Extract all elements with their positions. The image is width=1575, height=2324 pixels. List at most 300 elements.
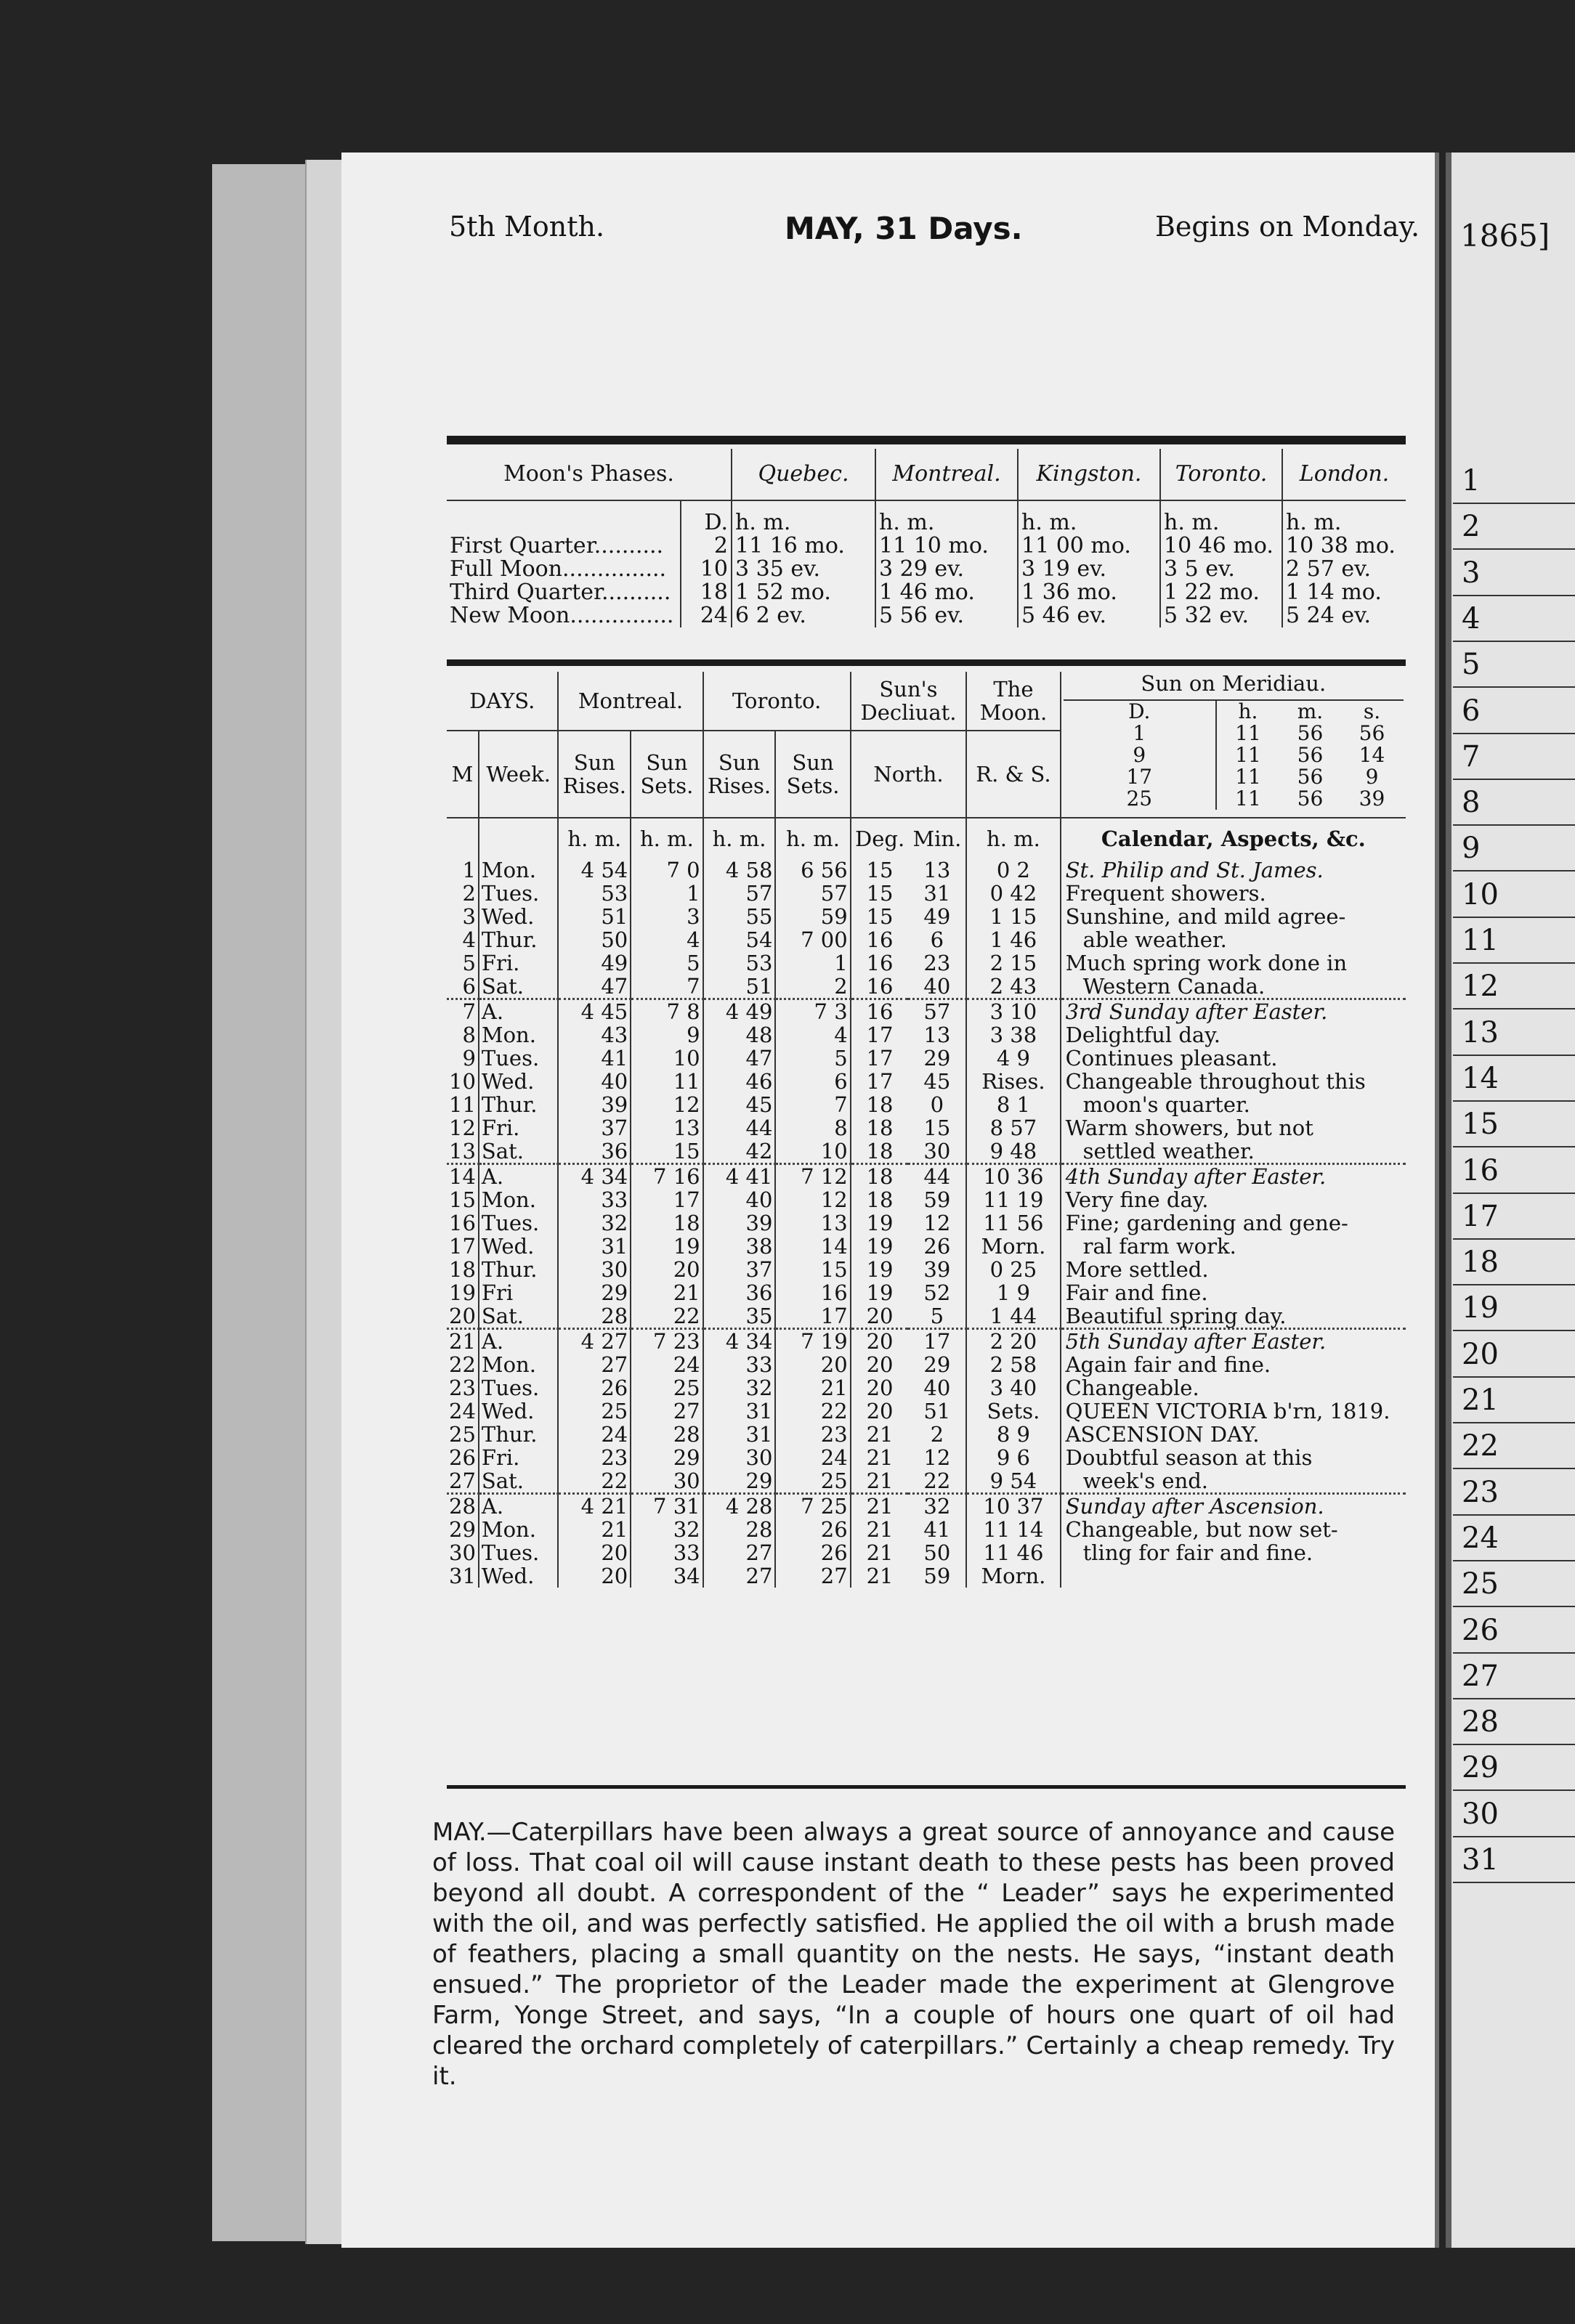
day-unit: D.: [681, 500, 732, 535]
day-number: 23: [449, 1376, 476, 1400]
montreal-sunset: 9: [631, 1023, 703, 1047]
montreal-sunset: 3: [631, 905, 703, 928]
calendar-note: Sunshine, and mild agree-: [1061, 905, 1406, 928]
hm-unit: h. m.: [875, 500, 1018, 535]
toronto-sunset: 57: [775, 882, 850, 905]
montreal-sunset: 27: [631, 1399, 703, 1423]
toronto-sunrise: 51: [703, 975, 776, 999]
montreal-sunrise: 37: [558, 1116, 631, 1139]
montreal-sunset: 1: [631, 882, 703, 905]
calendar-note: 3rd Sunday after Easter.: [1061, 999, 1406, 1024]
day-row: [447, 1188, 1406, 1211]
moon-rise-set: Sets.: [966, 1399, 1060, 1423]
phase-time: 11 16 mo.: [732, 535, 875, 558]
city-kingston: Kingston.: [1018, 449, 1160, 500]
weekday: Mon.: [479, 1023, 559, 1047]
day-number: 1: [462, 858, 476, 882]
calendar-note: ASCENSION DAY.: [1061, 1423, 1406, 1446]
montreal-sunrise: 4 21: [558, 1494, 631, 1519]
next-page-day-number: 15: [1453, 1101, 1575, 1147]
day-row: [447, 1235, 1406, 1258]
calendar-note: Warm showers, but not: [1061, 1116, 1406, 1139]
day-row: [447, 1116, 1406, 1139]
calendar-note: [1061, 1564, 1406, 1588]
toronto-sunrise: 28: [703, 1518, 776, 1541]
phase-time: 3 29 ev.: [875, 558, 1018, 581]
calendar-note: Very fine day.: [1061, 1188, 1406, 1211]
montreal-sunset: 28: [631, 1423, 703, 1446]
page-title: MAY, 31 Days.: [785, 211, 1023, 246]
toronto-sunrise: 35: [703, 1304, 776, 1329]
montreal-sunrise: 32: [558, 1211, 631, 1235]
day-row: [447, 975, 1406, 999]
moon-header: The Moon.: [966, 672, 1060, 731]
montreal-sunset: 20: [631, 1258, 703, 1281]
toronto-sunset: 7: [775, 1093, 850, 1116]
montreal-sunset: 29: [631, 1446, 703, 1469]
weekday: Wed.: [479, 1070, 559, 1093]
montreal-sunrise: 20: [558, 1541, 631, 1564]
calendar-note: Doubtful season at this: [1061, 1446, 1406, 1469]
day-number: 25: [449, 1422, 476, 1447]
montreal-sunrise: 51: [558, 905, 631, 928]
days-header: DAYS.: [469, 688, 535, 713]
montreal-sunset: 34: [631, 1564, 703, 1588]
next-page-day-number: 7: [1453, 734, 1575, 780]
day-row: [447, 1093, 1406, 1116]
declination-minutes: 0: [930, 1092, 944, 1117]
next-page-day-number: 20: [1453, 1331, 1575, 1378]
declination-minutes: 29: [923, 1352, 951, 1377]
weekday: Tues.: [479, 882, 559, 905]
toronto-sunset: 27: [775, 1564, 850, 1588]
next-page-day-number: 4: [1453, 596, 1575, 642]
weekday: Thur.: [479, 928, 559, 951]
toronto-sunset: 6 56: [775, 858, 850, 882]
day-number: 12: [449, 1116, 476, 1140]
weekday: Thur.: [479, 1093, 559, 1116]
day-row: [447, 999, 1406, 1024]
montreal-sunset: 30: [631, 1469, 703, 1494]
phase-time: 2 57 ev.: [1282, 558, 1406, 581]
toronto-sunrise: 30: [703, 1446, 776, 1469]
weekday: Thur.: [479, 1258, 559, 1281]
moon-rise-set: 11 46: [966, 1541, 1060, 1564]
toronto-sunrise: 44: [703, 1116, 776, 1139]
day-row: [447, 1423, 1406, 1446]
meridian-block: [1061, 672, 1406, 818]
toronto-sunset: 5: [775, 1047, 850, 1070]
next-page-day-number: 22: [1453, 1423, 1575, 1469]
calendar-note: QUEEN VICTORIA b'rn, 1819.: [1061, 1399, 1406, 1423]
day-row: [447, 1446, 1406, 1469]
calendar-note: week's end.: [1061, 1469, 1406, 1494]
phase-time: 11 10 mo.: [875, 535, 1018, 558]
moon-rise-set: 4 9: [966, 1047, 1060, 1070]
calendar-note: St. Philip and St. James.: [1061, 858, 1406, 882]
declination-minutes: 6: [930, 927, 944, 952]
calendar-note: moon's quarter.: [1061, 1093, 1406, 1116]
day-number: 13: [449, 1139, 476, 1163]
moon-rise-set: 1 15: [966, 905, 1060, 928]
day-number: 11: [449, 1092, 476, 1117]
day-row: [447, 928, 1406, 951]
hm-unit: h. m.: [1282, 500, 1406, 535]
next-page-day-number: 11: [1453, 917, 1575, 964]
day-number: 6: [462, 974, 476, 999]
declination-minutes: 41: [923, 1517, 951, 1542]
moon-rise-set: 8 1: [966, 1093, 1060, 1116]
day-row: [447, 1376, 1406, 1399]
declination-degrees: 21: [851, 1469, 909, 1494]
calendar-note: Western Canada.: [1061, 975, 1406, 999]
next-page-day-number: 14: [1453, 1055, 1575, 1102]
declination-degrees: 21: [851, 1446, 909, 1469]
montreal-sunset: 7 0: [631, 858, 703, 882]
day-row: [447, 1281, 1406, 1304]
montreal-sunrise: 30: [558, 1258, 631, 1281]
weekday: Mon.: [479, 1353, 559, 1376]
moon-phases-table: [447, 449, 1406, 627]
declination-minutes: 13: [923, 858, 951, 882]
toronto-sunrise: 4 28: [703, 1494, 776, 1519]
city-london: London.: [1282, 449, 1406, 500]
meridian-day: 9: [1133, 743, 1146, 767]
meridian-table: [1064, 701, 1404, 810]
declination-minutes: 51: [923, 1399, 951, 1423]
day-row: [447, 1353, 1406, 1376]
montreal-sunrise: 22: [558, 1469, 631, 1494]
moon-phase-row: [447, 581, 1406, 604]
declination-degrees: 21: [851, 1518, 909, 1541]
declination-minutes: 57: [908, 999, 966, 1024]
calendar-note: Again fair and fine.: [1061, 1353, 1406, 1376]
weekday: A.: [479, 1164, 559, 1189]
toronto-sunrise: 4 34: [703, 1329, 776, 1354]
toronto-sunset: 7 19: [775, 1329, 850, 1354]
north-header: North.: [851, 731, 967, 818]
meridian-day: 1: [1133, 721, 1146, 745]
montreal-sunset: 7 16: [631, 1164, 703, 1189]
calendar-note: Fair and fine.: [1061, 1281, 1406, 1304]
phase-time: 5 46 ev.: [1018, 604, 1160, 627]
moon-rise-set: 1 46: [966, 928, 1060, 951]
begins-on-label: Begins on Monday.: [1155, 211, 1420, 243]
declination-minutes: 31: [923, 881, 951, 906]
next-page-day-number: 21: [1453, 1377, 1575, 1423]
deg-label: Deg.: [851, 818, 909, 858]
declination-minutes: 49: [923, 904, 951, 929]
min-label: Min.: [908, 818, 966, 858]
meridian-unit: h.: [1216, 701, 1279, 723]
phase-time: 1 14 mo.: [1282, 581, 1406, 604]
declination-minutes: 15: [923, 1116, 951, 1140]
city-montreal: Montreal.: [875, 449, 1018, 500]
montreal-sunrise: 4 34: [558, 1164, 631, 1189]
daily-calendar-table: [447, 672, 1406, 1588]
declination-degrees: 21: [851, 1494, 909, 1519]
toronto-sunrise: 37: [703, 1258, 776, 1281]
toronto-sunrise: 47: [703, 1047, 776, 1070]
day-number: 4: [462, 927, 476, 952]
declination-degrees: 15: [851, 858, 909, 882]
montreal-sunset: 17: [631, 1188, 703, 1211]
toronto-sunset: 10: [775, 1139, 850, 1164]
declination-degrees: 15: [851, 882, 909, 905]
toronto-sunrise: 4 41: [703, 1164, 776, 1189]
moon-phase-row: [447, 558, 1406, 581]
next-page-day-number: 31: [1453, 1837, 1575, 1883]
declination-minutes: 39: [923, 1257, 951, 1282]
declination-degrees: 18: [851, 1093, 909, 1116]
montreal-sunset: 24: [631, 1353, 703, 1376]
day-number: 30: [449, 1540, 476, 1565]
caterpillar-note: MAY.—Caterpillars have been always a great source of annoyance and cause of loss. That coal oil will cause instant death to these pests has been proved beyond all doubt. A correspondent of the “ Leader” says he experimented with the oil, and was perfectly satisfied. He applied the oil with a brush made of feathers, placing a small quantity on the nests. He says, “instant death ensued.” The proprietor of the Leader made the experiment at Glengrove Farm, Yonge Street, and says, “In a couple of hours one quart of oil had cleared the orchard completely of caterpillars.” Certainly a cheap remedy. Try it.: [432, 1818, 1395, 2091]
montreal-sunset: 33: [631, 1541, 703, 1564]
declination-degrees: 18: [851, 1164, 909, 1189]
day-row: [447, 905, 1406, 928]
phase-time: 1 36 mo.: [1018, 581, 1160, 604]
declination-degrees: 19: [851, 1281, 909, 1304]
top-rule: [447, 436, 1406, 444]
toronto-sunset: 8: [775, 1116, 850, 1139]
weekday: A.: [479, 1494, 559, 1519]
toronto-sunrise: 36: [703, 1281, 776, 1304]
bottom-rule: [447, 1785, 1406, 1789]
montreal-sunrise: 4 27: [558, 1329, 631, 1354]
day-row: [447, 1139, 1406, 1164]
montreal-sunset: 21: [631, 1281, 703, 1304]
phase-time: 3 19 ev.: [1018, 558, 1160, 581]
toronto-sunrise: 57: [703, 882, 776, 905]
montreal-sunset: 5: [631, 951, 703, 975]
weekday: Mon.: [479, 1518, 559, 1541]
moon-rise-set: 1 9: [966, 1281, 1060, 1304]
declination-minutes: 22: [923, 1468, 951, 1493]
montreal-sunrise: 41: [558, 1047, 631, 1070]
toronto-sunrise: 39: [703, 1211, 776, 1235]
day-number: 14: [447, 1164, 479, 1189]
montreal-sunset: 19: [631, 1235, 703, 1258]
calendar-note: Beautiful spring day.: [1061, 1304, 1406, 1329]
phase-time: 3 5 ev.: [1160, 558, 1282, 581]
toronto-sunrise: 31: [703, 1423, 776, 1446]
montreal-sunrise: 4 45: [558, 999, 631, 1024]
hm-unit: h. m.: [732, 500, 875, 535]
city-quebec: Quebec.: [732, 449, 875, 500]
day-number: 24: [449, 1399, 476, 1423]
moon-rise-set: 0 2: [966, 858, 1060, 882]
montreal-sunrise: 50: [558, 928, 631, 951]
day-row: [447, 1304, 1406, 1329]
declination-minutes: 40: [923, 1376, 951, 1400]
toronto-sunset: 6: [775, 1070, 850, 1093]
day-number: 16: [449, 1211, 476, 1235]
next-page-day-number: 13: [1453, 1009, 1575, 1056]
montreal-sunset: 25: [631, 1376, 703, 1399]
calendar-header: Calendar, Aspects, &c.: [1061, 818, 1406, 858]
meridian-m: 56: [1297, 765, 1324, 789]
weekday: A.: [479, 999, 559, 1024]
toronto-sunset: 20: [775, 1353, 850, 1376]
toronto-sunset: 7 3: [775, 999, 850, 1024]
declination-degrees: 19: [851, 1235, 909, 1258]
next-page-day-number: 28: [1453, 1699, 1575, 1745]
phase-day: 2: [681, 535, 732, 558]
moon-phase-row: [447, 535, 1406, 558]
moon-rise-set: 9 48: [966, 1139, 1060, 1164]
next-page-year: 1865]: [1460, 218, 1550, 253]
toronto-sunset: 14: [775, 1235, 850, 1258]
declination-minutes: 17: [908, 1329, 966, 1354]
day-number: 15: [449, 1187, 476, 1212]
day-row: [447, 1518, 1406, 1541]
calendar-note: settled weather.: [1061, 1139, 1406, 1164]
declination-degrees: 16: [851, 951, 909, 975]
weekday: Fri.: [479, 1116, 559, 1139]
declination-degrees: 21: [851, 1541, 909, 1564]
day-row: [447, 1399, 1406, 1423]
montreal-sunrise: 23: [558, 1446, 631, 1469]
day-number: 29: [449, 1517, 476, 1542]
moon-rise-set: 11 19: [966, 1188, 1060, 1211]
moon-hm-label: h. m.: [966, 818, 1060, 858]
moon-phases-header: Moon's Phases.: [447, 449, 732, 500]
day-row: [447, 1211, 1406, 1235]
phase-day: 10: [681, 558, 732, 581]
moon-rise-set: 2 43: [966, 975, 1060, 999]
meridian-day: 17: [1126, 765, 1153, 789]
day-number: 18: [449, 1257, 476, 1282]
phase-day: 18: [681, 581, 732, 604]
day-row: [447, 1329, 1406, 1354]
moon-rise-set: Morn.: [966, 1564, 1060, 1588]
montreal-sunrise: 28: [558, 1304, 631, 1329]
moon-phase-row: [447, 604, 1406, 627]
next-page-day-number: 19: [1453, 1285, 1575, 1331]
moon-rise-set: 3 10: [966, 999, 1060, 1024]
declination-header: Sun's Decliuat.: [851, 672, 967, 731]
toronto-sunset: 22: [775, 1399, 850, 1423]
meridian-m: 56: [1297, 721, 1324, 745]
weekday: Sat.: [479, 1469, 559, 1494]
declination-degrees: 21: [851, 1423, 909, 1446]
toronto-sunrise: 53: [703, 951, 776, 975]
montreal-sunset: 32: [631, 1518, 703, 1541]
day-number: 21: [447, 1329, 479, 1354]
calendar-note: More settled.: [1061, 1258, 1406, 1281]
toronto-sunrise: 27: [703, 1564, 776, 1588]
day-number: 26: [449, 1445, 476, 1470]
declination-minutes: 45: [923, 1069, 951, 1094]
next-page-day-number: 5: [1453, 641, 1575, 688]
montreal-sunrise: 21: [558, 1518, 631, 1541]
declination-minutes: 13: [923, 1023, 951, 1047]
montreal-sunrise: 43: [558, 1023, 631, 1047]
declination-degrees: 16: [851, 975, 909, 999]
declination-degrees: 18: [851, 1188, 909, 1211]
moon-rise-set: 0 25: [966, 1258, 1060, 1281]
moon-rise-set: 0 42: [966, 882, 1060, 905]
toronto-sunset: 24: [775, 1446, 850, 1469]
weekday: Tues.: [479, 1376, 559, 1399]
meridian-h: 11: [1216, 723, 1279, 744]
weekday: Tues.: [479, 1541, 559, 1564]
toronto-sunset: 21: [775, 1376, 850, 1399]
day-number: 17: [449, 1234, 476, 1259]
phase-time: 1 46 mo.: [875, 581, 1018, 604]
calendar-note: Sunday after Ascension.: [1061, 1494, 1406, 1519]
hm-label: h. m.: [558, 818, 631, 858]
hm-unit: h. m.: [1160, 500, 1282, 535]
weekday: Fri: [479, 1281, 559, 1304]
moon-rise-set: 8 9: [966, 1423, 1060, 1446]
moon-rise-set: 10 36: [966, 1164, 1060, 1189]
moon-rise-set: 3 38: [966, 1023, 1060, 1047]
declination-degrees: 20: [851, 1353, 909, 1376]
meridian-h: 11: [1216, 744, 1279, 766]
meridian-unit: m.: [1297, 699, 1324, 723]
calendar-note: ral farm work.: [1061, 1235, 1406, 1258]
phase-time: 10 38 mo.: [1282, 535, 1406, 558]
hm-label: h. m.: [631, 818, 703, 858]
montreal-sunrise: 4 54: [558, 858, 631, 882]
moon-rise-set: 2 58: [966, 1353, 1060, 1376]
toronto-sunrise: 32: [703, 1376, 776, 1399]
meridian-unit: D.: [1128, 699, 1151, 723]
day-row: [447, 882, 1406, 905]
phase-time: 5 56 ev.: [875, 604, 1018, 627]
declination-degrees: 20: [851, 1399, 909, 1423]
toronto-sunset: 26: [775, 1541, 850, 1564]
declination-minutes: 26: [923, 1234, 951, 1259]
day-number: 8: [462, 1023, 476, 1047]
day-number: 2: [462, 881, 476, 906]
weekday: A.: [479, 1329, 559, 1354]
day-row: [447, 1494, 1406, 1519]
meridian-s: 39: [1359, 787, 1385, 810]
montreal-sunrise: 47: [558, 975, 631, 999]
moon-rise-set: 9 54: [966, 1469, 1060, 1494]
next-page-day-number: 24: [1453, 1515, 1575, 1561]
meridian-h: 11: [1216, 788, 1279, 810]
day-row: [447, 858, 1406, 882]
declination-degrees: 20: [851, 1329, 909, 1354]
montreal-sunrise: 27: [558, 1353, 631, 1376]
moon-rise-set: 1 44: [966, 1304, 1060, 1329]
day-row: [447, 1023, 1406, 1047]
calendar-note: able weather.: [1061, 928, 1406, 951]
weekday: Wed.: [479, 1235, 559, 1258]
meridian-unit: s.: [1363, 699, 1381, 723]
next-page-day-number: 25: [1453, 1561, 1575, 1607]
day-number: 9: [462, 1046, 476, 1070]
day-row: [447, 1469, 1406, 1494]
meridian-m: 56: [1297, 743, 1324, 767]
montreal-sunset: 7 23: [631, 1329, 703, 1354]
montreal-sunrise: 24: [558, 1423, 631, 1446]
phase-name: Full Moon...............: [450, 556, 667, 582]
calendar-note: tling for fair and fine.: [1061, 1541, 1406, 1564]
weekday: Sat.: [479, 1139, 559, 1164]
m-header: M: [447, 731, 479, 818]
moon-rise-set: 2 15: [966, 951, 1060, 975]
toronto-sunrise: 29: [703, 1469, 776, 1494]
declination-minutes: 30: [923, 1139, 951, 1163]
moon-rise-set: Morn.: [966, 1235, 1060, 1258]
toronto-sunset: 2: [775, 975, 850, 999]
phase-name: First Quarter..........: [450, 533, 664, 558]
